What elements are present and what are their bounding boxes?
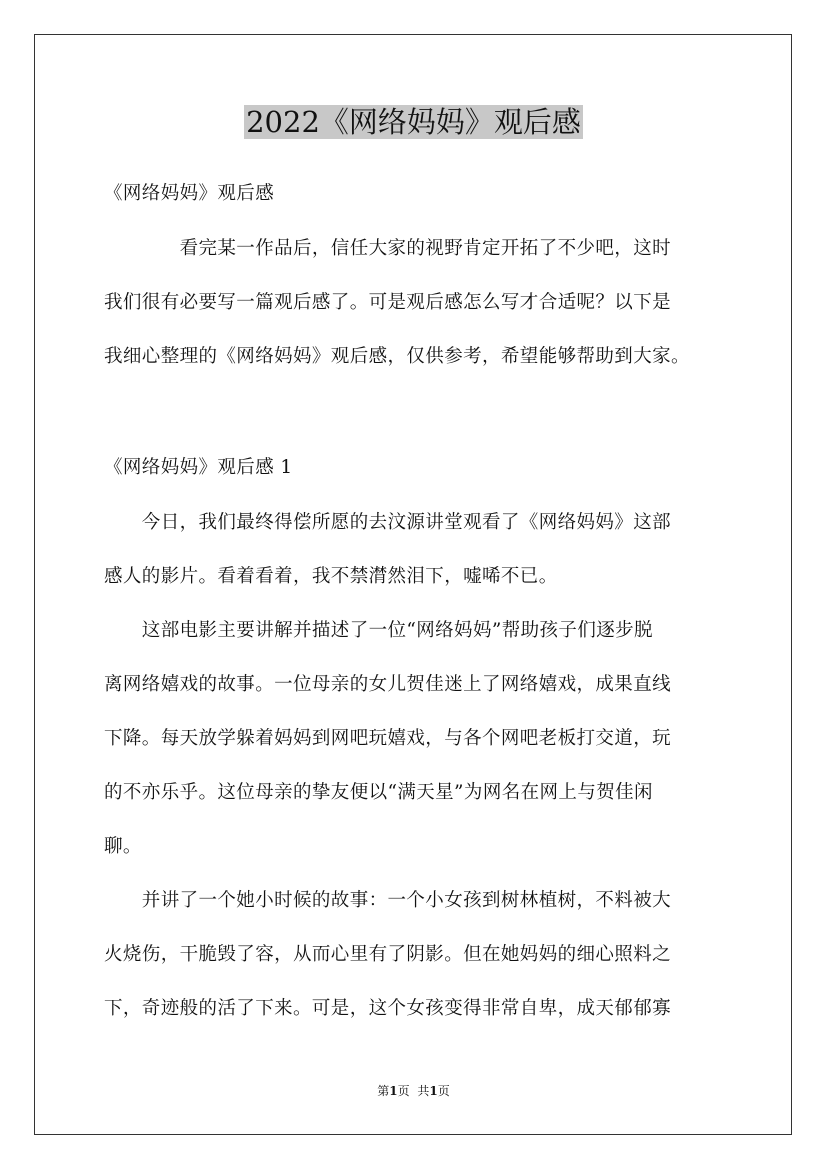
paragraph1-line-2: 感人的影片。看着看着，我不禁潸然泪下，嘘唏不已。 (104, 566, 558, 587)
footer-total-number: 1 (429, 1084, 438, 1098)
intro-line-2: 我们很有必要写一篇观后感了。可是观后感怎么写才合适呢？以下是 (104, 292, 672, 313)
paragraph3-line-1: 并讲了一个她小时候的故事：一个小女孩到树林植树，不料被大 (104, 890, 672, 911)
footer-page-number: 1 (389, 1084, 398, 1098)
paragraph2-line-1: 这部电影主要讲解并描述了一位“网络妈妈”帮助孩子们逐步脱 (104, 620, 653, 641)
section-heading: 《网络妈妈》观后感 1 (104, 457, 293, 478)
paragraph3-line-2: 火烧伤，干脆毁了容，从而心里有了阴影。但在她妈妈的细心照料之 (104, 944, 672, 965)
footer-total-suffix: 页 (437, 1084, 450, 1098)
footer-page-prefix: 第 (377, 1084, 390, 1098)
intro-line-1: 看完某一作品后，信任大家的视野肯定开拓了不少吧，这时 (104, 238, 672, 259)
paragraph3-line-3: 下，奇迹般的活了下来。可是，这个女孩变得非常自卑，成天郁郁寡 (104, 998, 672, 1019)
paragraph2-line-2: 离网络嬉戏的故事。一位母亲的女儿贺佳迷上了网络嬉戏，成果直线 (104, 674, 672, 695)
paragraph1-line-1: 今日，我们最终得偿所愿的去汶源讲堂观看了《网络妈妈》这部 (104, 512, 672, 533)
intro-line-3: 我细心整理的《网络妈妈》观后感，仅供参考，希望能够帮助到大家。 (104, 346, 690, 367)
document-title-text: 2022《网络妈妈》观后感 (246, 105, 581, 139)
page-footer (0, 1083, 827, 1099)
paragraph2-line-4: 的不亦乐乎。这位母亲的挚友便以“满天星”为网名在网上与贺佳闲 (104, 782, 653, 803)
document-title (0, 104, 827, 142)
footer-total-prefix: 共 (417, 1084, 430, 1098)
footer-page-suffix: 页 (397, 1084, 410, 1098)
subtitle: 《网络妈妈》观后感 (104, 183, 275, 204)
paragraph2-line-3: 下降。每天放学躲着妈妈到网吧玩嬉戏，与各个网吧老板打交道，玩 (104, 728, 672, 749)
paragraph2-line-5: 聊。 (104, 836, 142, 857)
